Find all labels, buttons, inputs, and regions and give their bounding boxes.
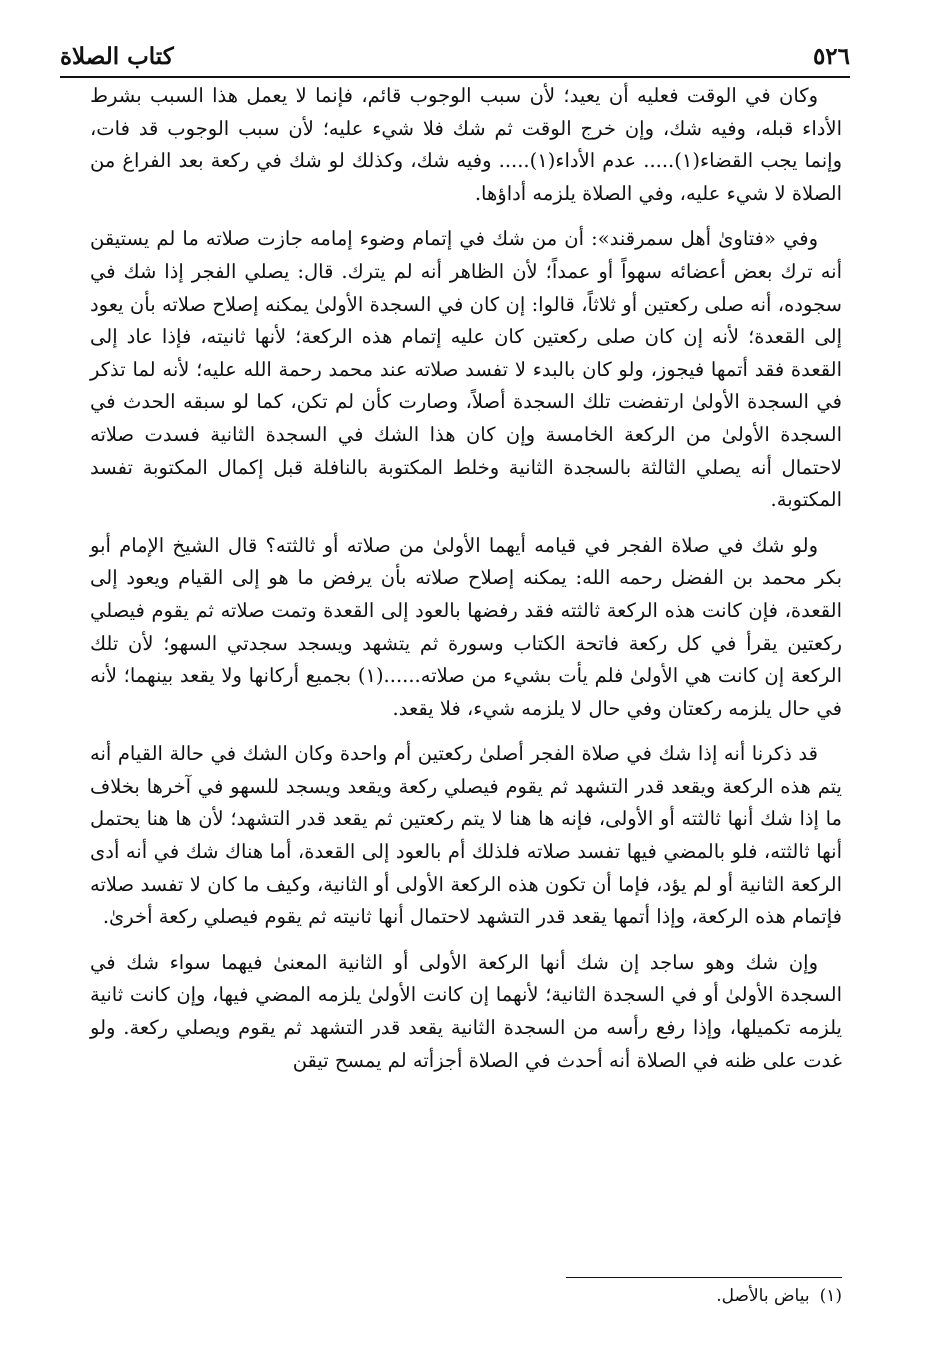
footnote-marker: (١) <box>819 1286 842 1306</box>
main-text <box>90 80 842 1090</box>
paragraph: وإن شك وهو ساجد إن شك أنها الركعة الأولى أو الثانية المعنىٰ فيهما سواء شك في السجدة الأولىٰ أو في السجدة الثانية؛ لأنهما إن كانت الأولىٰ يلزمه المضي فيها، وإن كانت ثانية يلزمه تكميلها، وإذا رفع رأسه من السجدة الثانية يقعد قدر التشهد ثم يقوم ويصلي ركعة. ولو غدت على ظنه في الصلاة أنه أحدث في الصلاة أجزأته لم يمسح تيقن <box>90 950 842 1072</box>
footnote <box>90 1282 842 1310</box>
paragraph: وكان في الوقت فعليه أن يعيد؛ لأن سبب الوجوب قائم، فإنما لا يعمل هذا السبب بشرط الأداء قبله، وفيه شك، وإن خرج الوقت ثم شك فلا شيء عليه؛ لأن سبب الوجوب قد فات، وإنما يجب القضاء(١)..... عدم الأداء(١)..... وفيه شك، وكذلك لو شك في ركعة بعد الفراغ من الصلاة لا شيء عليه، وفي الصلاة يلزمه أداؤها. <box>90 84 843 205</box>
footnote-rule <box>566 1277 842 1278</box>
chapter-title: كتاب الصلاة <box>60 43 174 70</box>
page-number: ٥٢٦ <box>812 43 850 70</box>
footnote-text: بياض بالأصل. <box>716 1286 810 1306</box>
paragraph: قد ذكرنا أنه إذا شك في صلاة الفجر أصلىٰ ركعتين أم واحدة وكان الشك في حالة القيام أنه يتم هذه الركعة ويقعد قدر التشهد ثم يقوم فيصلي ركعة ويقعد ويسجد للسهو في آخرها بخلاف ما إذا شك أنها ثالثته أو الأولى، فإنه ها هنا لا يتم ركعتين ثم يقعد قدر التشهد؛ لأن ها هنا يحتمل أنها ثالثته، فلو بالمضي فيها تفسد صلاته فلذلك أم بالعود إلى القعدة، أما هناك شك في أنه أدى الركعة الثانية أو لم يؤد، فإما أن تكون هذه الركعة الأولى أو الثانية، وكيف ما كان لا تفسد صلاته فإتمام هذه الركعة، وإذا أتمها يقعد قدر التشهد لاحتمال أنها ثانيته ثم يقوم فيصلي ركعة أخرىٰ. <box>90 742 842 929</box>
paragraph: وفي «فتاوىٰ أهل سمرقند»: أن من شك في إتمام وضوء إمامه جازت صلاته ما لم يستيقن أنه ترك بعض أعضائه سهواً أو عمداً؛ لأن الظاهر أنه لم يترك. قال: يصلي الفجر إذا شك في سجوده، أنه صلى ركعتين أو ثلاثاً، قالوا: إن كان في السجدة الأولىٰ يمكنه إصلاح صلاته بأن يعود إلى القعدة؛ لأنه إن كان صلى ركعتين كان عليه إتمام هذه الركعة؛ لأنها ثانيته، فإذا عاد إلى القعدة فقد أتمها فيجوز، ولو كان بالبدء لا تفسد صلاته عند محمد رحمة الله عليه؛ لأنه لما تذكر في السجدة الأولىٰ ارتفضت تلك السجدة أصلاً، وصارت كأن لم تكن، كما لو سبقه الحدث في السجدة الأولىٰ من الركعة الخامسة وإن كان هذا الشك في السجدة الثانية فسدت صلاته لاحتمال أنه يصلي الثالثة بالسجدة الثانية وخلط المكتوبة بالنافلة قبل إكمال المكتوبة تفسد المكتوبة. <box>90 227 842 512</box>
running-header <box>60 30 850 70</box>
paragraph: ولو شك في صلاة الفجر في قيامه أيهما الأولىٰ من صلاته أو ثالثته؟ قال الشيخ الإمام أبو بكر محمد بن الفضل رحمه الله: يمكنه إصلاح صلاته بأن يرفض ما هو إلى القيام ويعود إلى القعدة، فإن كانت هذه الركعة ثالثته فقد رفضها بالعود إلى القعدة وتمت صلاته ثم يقوم فيصلي ركعتين يقرأ في كل ركعة فاتحة الكتاب وسورة ثم يتشهد ويسجد سجدتي السهو؛ لأن تلك الركعة إن كانت هي الأولىٰ فلم يأت بشيء من صلاته......(١) بجميع أركانها ولا يقعد بينهما؛ لأنه في حال يلزمه ركعتان وفي حال لا يلزمه شيء، فلا يقعد. <box>90 533 843 720</box>
header-rule <box>60 76 850 78</box>
